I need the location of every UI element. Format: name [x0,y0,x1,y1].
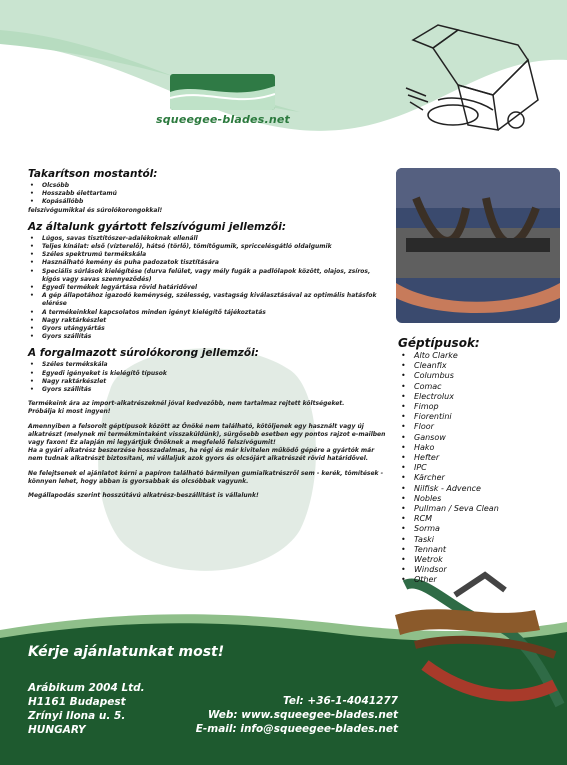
cta-emphasis: most! [178,644,225,660]
list-item: • RCM [398,514,563,524]
list-item: • Egyedi termékek legyártása rövid határidővel [28,284,388,292]
list-item: • Nobles [398,494,563,504]
legacy-parts-paragraph: Ha a gyári alkatrész beszerzése hosszadalmas, ha régi és már kivitelen működő gépére a gyártók már nem tudnak alkatrészt biztosítani, mi vállaljuk azok gyors és olcsójárt alkatrészét rövid határidővel. [28,447,375,463]
list-item: • Lúgos, savas tisztítószer-adalékoknak ellenáll [28,235,388,243]
list-item: • Tennant [398,545,563,555]
list-item: • Windsor [398,565,563,575]
list-item: • Columbus [398,371,563,381]
brand-logo-icon [170,74,275,110]
phone: Tel: +36-1-4041277 [283,695,398,707]
machine-types-list [398,351,563,586]
long-term-supply-line: Megállapodás szerint hosszútávú alkatrész-beszállítást is vállalunk! [28,492,259,500]
website-link[interactable]: Web: www.squeegee-blades.net [207,709,398,721]
list-item: • Teljes kínálat: első (vízterelő), hátsó (törlő), tömítőgumik, spriccelésgátló oldalgumik [28,243,388,251]
list-item: • Hosszabb élettartamú [28,190,388,198]
list-item: • Cleanfix [398,361,563,371]
list-item: • Fimop [398,402,563,412]
contact-info [160,694,398,736]
section-heading-squeegee: Az általunk gyártott felszívógumi jellemzői: [28,220,287,233]
list-item: • Gyors utángyártás [28,325,388,333]
brand-logo-text: squeegee-blades.net [155,113,290,126]
try-free-line: Próbálja ki most ingyen! [28,408,111,416]
address-country: HUNGARY [28,724,86,736]
squeegee-features-list [28,235,388,342]
address-street: Zrínyi Ilona u. 5. [28,710,126,722]
custom-order-paragraph: Amennyiben a felsorolt géptípusok között az Önöké nem található, kötöljenek egy használt vagy új alkatrészt (melynek mi termékmintaként visszaküldünk), sürgősebb esetben egy pontos rajzot e-mailben vagy faxon! Ez alapján mi legyártjuk Önöknek a megfelelő felszívógumit! [28,422,386,447]
list-item: • Wetrok [398,555,563,565]
benefit-list [28,182,388,207]
list-item: • Nagy raktárkészlet [28,378,388,386]
list-item: • Other [398,575,563,585]
price-paragraph: Termékeink ára az import-alkatrészeknél jóval kedvezőbb, nem tartalmaz rejtett költségeket. [28,400,345,408]
list-item: • IPC [398,463,563,473]
squeegee-product-photo [396,168,560,323]
list-item: • Nagy raktárkészlet [28,317,388,325]
section-heading-pad: A forgalmazott súrolókorong jellemzői: [28,347,259,360]
list-item: • Sorma [398,524,563,534]
list-item: • A gép állapotához igazodó keménység, szélesség, vastagság kiválasztásával az optimális hatásfok elérése [28,292,388,308]
scrubber-machine-illustration [398,0,563,150]
list-item: • Kärcher [398,473,563,483]
list-item: • Floor [398,422,563,432]
list-item: • Speciális súrlások kielégítése (durva felület, vagy mély fugák a padlólapok között, olajos, zsíros, kígós vagy savas szennyeződés) [28,268,388,284]
list-item: • Gyors szállítás [28,333,388,341]
list-item: • Comac [398,382,563,392]
call-to-action [28,644,224,660]
list-item: • Alto Clarke [398,351,563,361]
list-item: • Electrolux [398,392,563,402]
list-item: • Hefter [398,453,563,463]
list-item: • Pullman / Seva Clean [398,504,563,514]
address-postal: H1161 Budapest [28,696,126,708]
list-item: • Taski [398,535,563,545]
list-item: • A termékeinkkel kapcsolatos minden igényt kielégítő tájékoztatás [28,309,388,317]
company-address [28,681,145,737]
benefit-note: felszívógumikkal és súrolókorongokkal! [28,206,163,214]
company-name: Arábikum 2004 Ltd. [28,682,145,694]
machine-types-heading: Géptípusok: [398,336,480,350]
list-item: • Fiorentini [398,412,563,422]
list-item: • Nilfisk - Advence [398,484,563,494]
list-item: • Egyedi igényeket is kielégítő típusok [28,370,388,378]
list-item: • Használható kemény és puha padozatok tisztítására [28,259,388,267]
list-item: • Gyors szállítás [28,386,388,394]
list-item: • Gansow [398,433,563,443]
list-item: • Széles spektrumú termékskála [28,251,388,259]
other-rubber-parts-paragraph: Ne felejtsenek el ajánlatot kérni a papíron található bármilyen gumialkatrészről sem - kerék, tömítések - könnyen lehet, hogy abban is gyorsabbak és olcsóbbak vagyunk. [28,469,384,485]
list-item: • Széles termékskála [28,361,388,369]
email-link[interactable]: E-mail: info@squeegee-blades.net [195,723,398,735]
main-content [28,168,388,500]
pad-features-list [28,361,388,394]
list-item: • Kopásállóbb [28,198,388,206]
cta-text: Kérje ajánlatunkat [28,644,179,660]
list-item: • Olcsóbb [28,182,388,190]
section-heading-start: Takarítson mostantól: [28,168,158,180]
list-item: • Hako [398,443,563,453]
